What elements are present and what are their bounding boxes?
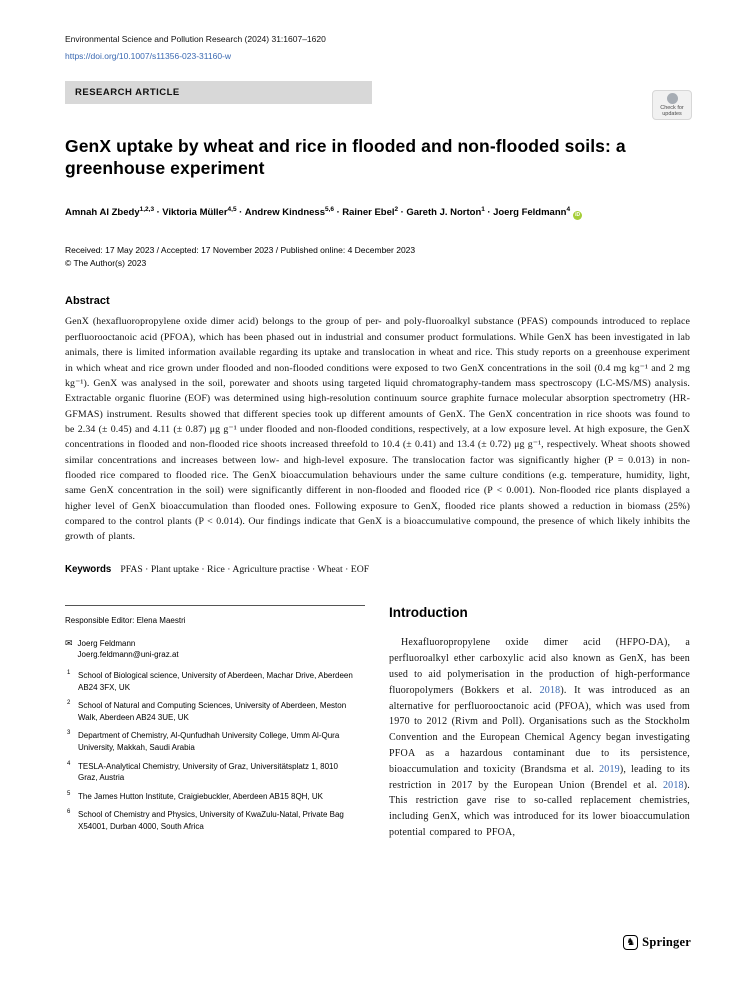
affiliation-number: 5 [67, 790, 71, 797]
author-name: Andrew Kindness [244, 206, 326, 218]
keywords-text: PFAS · Plant uptake · Rice · Agriculture practise · Wheat · EOF [120, 563, 370, 575]
affiliation-text: School of Natural and Computing Sciences, University of Aberdeen, Meston Walk, Aberdeen AB24 3UE, UK [78, 701, 347, 722]
author-affiliation-sup: 1 [481, 205, 485, 213]
correspondence-block [65, 638, 365, 661]
affiliation-number: 3 [67, 730, 71, 737]
page-header [65, 33, 690, 64]
author-separator: · [400, 206, 404, 218]
correspondence-text [78, 638, 179, 661]
affiliation-text: School of Biological science, University of Aberdeen, Machar Drive, Aberdeen AB24 3FX, UK [78, 670, 353, 692]
intro-text: ). It was introduced as an alternative for perfluorooctanoic acid (PFOA), which was used from 1970 to 2012 (Rivm and Poll). Organisations such as the Stockholm Convention and the European Chemical Agency began investigating PFOA as a hazardous contaminant due to its persistence, bioaccumulation and toxicity (Brandsma et al. [389, 684, 690, 775]
affiliation-number: 2 [67, 700, 71, 707]
affiliation-number: 1 [67, 669, 71, 676]
article-title: GenX uptake by wheat and rice in flooded and non-flooded soils: a greenhouse experiment [65, 135, 626, 179]
citation-link[interactable]: 2019 [599, 763, 620, 775]
copyright-line: © The Author(s) 2023 [65, 257, 147, 268]
affiliation [65, 761, 357, 784]
affiliation [65, 730, 357, 753]
author [162, 207, 236, 218]
author [493, 207, 570, 218]
responsible-editor: Responsible Editor: Elena Maestri [65, 616, 186, 626]
author-name: Rainer Ebel [342, 206, 395, 218]
author-affiliation-sup: 1,2,3 [139, 205, 155, 213]
correspondence-email[interactable]: Joerg.feldmann@uni-graz.at [77, 650, 179, 660]
affiliation [65, 809, 357, 832]
author-affiliation-sup: 5,6 [325, 205, 335, 213]
author [406, 207, 485, 218]
author-name: Viktoria Müller [162, 206, 228, 218]
introduction-heading: Introduction [389, 605, 468, 621]
knight-glyph: ♞ [626, 936, 636, 948]
article-type-row [65, 81, 690, 118]
author-affiliation-sup: 4,5 [227, 205, 237, 213]
crossmark-icon [667, 93, 678, 104]
affiliation-text: TESLA-Analytical Chemistry, University of Graz, Universitätsplatz 1, 8010 Graz, Austria [78, 761, 338, 783]
author [342, 207, 398, 218]
article-type-banner: RESEARCH ARTICLE [65, 81, 372, 104]
introduction-paragraph [389, 635, 690, 840]
footnote-column [65, 605, 365, 841]
crossmark-label-line2: updates [662, 111, 682, 118]
author-name: Amnah Al Zbedy [65, 206, 140, 218]
author-list [65, 206, 690, 220]
orcid-icon[interactable]: iD [575, 211, 581, 218]
abstract-heading: Abstract [65, 295, 110, 308]
author [245, 207, 334, 218]
author-separator: · [156, 206, 160, 218]
keywords-label: Keywords [65, 563, 112, 575]
journal-citation: Environmental Science and Pollution Research (2024) 31:1607–1620 [65, 34, 326, 44]
affiliation-text: Department of Chemistry, Al-Qunfudhah University College, Umm Al-Qura University, Makkah, Saudi Arabia [78, 731, 340, 752]
keywords-line [65, 563, 690, 577]
intro-text: Hexafluoropropylene oxide dimer acid (HFPO-DA), a perfluoroalkyl ether carboxylic acid also known as GenX, has been used to aid polymerisation in the production of high-performance fluoropolymers (Bokkers et al. [389, 637, 690, 696]
introduction-column [389, 605, 690, 841]
affiliation [65, 700, 357, 723]
author-affiliation-sup: 4 [566, 205, 571, 213]
author-affiliation-sup: 2 [394, 205, 399, 213]
affiliation [65, 791, 357, 803]
author-separator: · [336, 206, 340, 218]
citation-link[interactable]: 2018 [539, 684, 561, 696]
two-column-section [65, 605, 690, 841]
author-name: Joerg Feldmann [493, 206, 567, 218]
author-name: Gareth J. Norton [406, 206, 482, 218]
intro-text: ). This restriction gave rise to so-called replacement chemistries, including GenX, which was introduced for its lower bioaccumulation potential compared to PFOA, [389, 779, 690, 838]
crossmark-label-line1: Check for [660, 104, 684, 111]
affiliation [65, 670, 357, 693]
citation-link[interactable]: 2018 [662, 779, 684, 791]
crossmark-label [660, 105, 684, 118]
correspondence-name: Joerg Feldmann [77, 638, 136, 648]
affiliation-text: School of Chemistry and Physics, University of KwaZulu-Natal, Private Bag X54001, Durban 4000, South Africa [78, 810, 344, 831]
intro-text: ), leading to its restriction in 2017 by the European Union (Brendel et al. [389, 763, 690, 791]
author [65, 207, 154, 218]
check-for-updates-badge[interactable] [652, 90, 692, 120]
envelope-icon: ✉ [65, 637, 73, 648]
springer-wordmark: Springer [642, 935, 691, 950]
doi-link[interactable]: https://doi.org/10.1007/s11356-023-31160-w [65, 50, 232, 61]
author-separator: · [239, 206, 243, 218]
article-history: Received: 17 May 2023 / Accepted: 17 November 2023 / Published online: 4 December 2023 [65, 244, 416, 255]
springer-logo [623, 935, 691, 950]
author-separator: · [487, 206, 491, 218]
affiliation-number: 4 [67, 760, 71, 767]
affiliation-number: 6 [67, 809, 71, 816]
springer-knight-icon [623, 935, 638, 950]
affiliation-text: The James Hutton Institute, Craigiebuckler, Aberdeen AB15 8QH, UK [78, 791, 324, 801]
abstract-text: GenX (hexafluoropropylene oxide dimer acid) belongs to the group of per- and poly-fluoroalkyl substance (PFAS) compounds introduced to replace perfluorooctanoic acid (PFOA), which has been phased out in industrial and consumer product formulations. While GenX has been investigated in lab animals, there is limited information available regarding its uptake and translocation in wheat and rice. This study reports on a greenhouse experiment in which wheat and rice grown under flooded and non-flooded conditions were exposed to two GenX concentrations in the soil (0.4 mg kg⁻¹ and 2 mg kg⁻¹). GenX was analysed in the soil, porewater and shoots using targeted liquid chromatography-tandem mass spectroscopy (LC-MS/MS) analysis. Extractable organic fluorine (EOF) was determined using high-resolution continuum source graphite furnace molecular absorption spectrometry (HR-GFMAS) instrument. Results showed that different species took up different amounts of GenX. The GenX concentration in rice shoots was found to be 2.34 (± 0.45) and 4.11 (± 0.87) μg g⁻¹ under flooded and non-flooded conditions, respectively, at a low exposure level. At high exposure, the GenX concentrations in flooded and non-flooded rice shoots increased threefold to 10.4 (± 0.41) and 13.4 (± 0.72) μg g⁻¹, respectively. Wheat shoots showed similar concentrations and increases between low- and high-level exposure. The translocation factor was significantly higher (P = 0.013) in non-flooded rice compared to flooded rice. The GenX bioaccumulation behaviours under the same culture conditions (e.g. temperature, humidity, light, same GenX concentration in the soil) were significantly different in non-flooded and flooded rice (P < 0.001). Non-flooded rice plants displayed a higher level of GenX bioaccumulation than flooded ones. Following exposure to GenX, flooded rice plants showed a reduction in biomass (25%) compared to the control plants (P < 0.014). Our findings indicate that GenX is a bioaccumulative compound, the presence of which likely inhibits the growth of plants. [65, 316, 690, 543]
